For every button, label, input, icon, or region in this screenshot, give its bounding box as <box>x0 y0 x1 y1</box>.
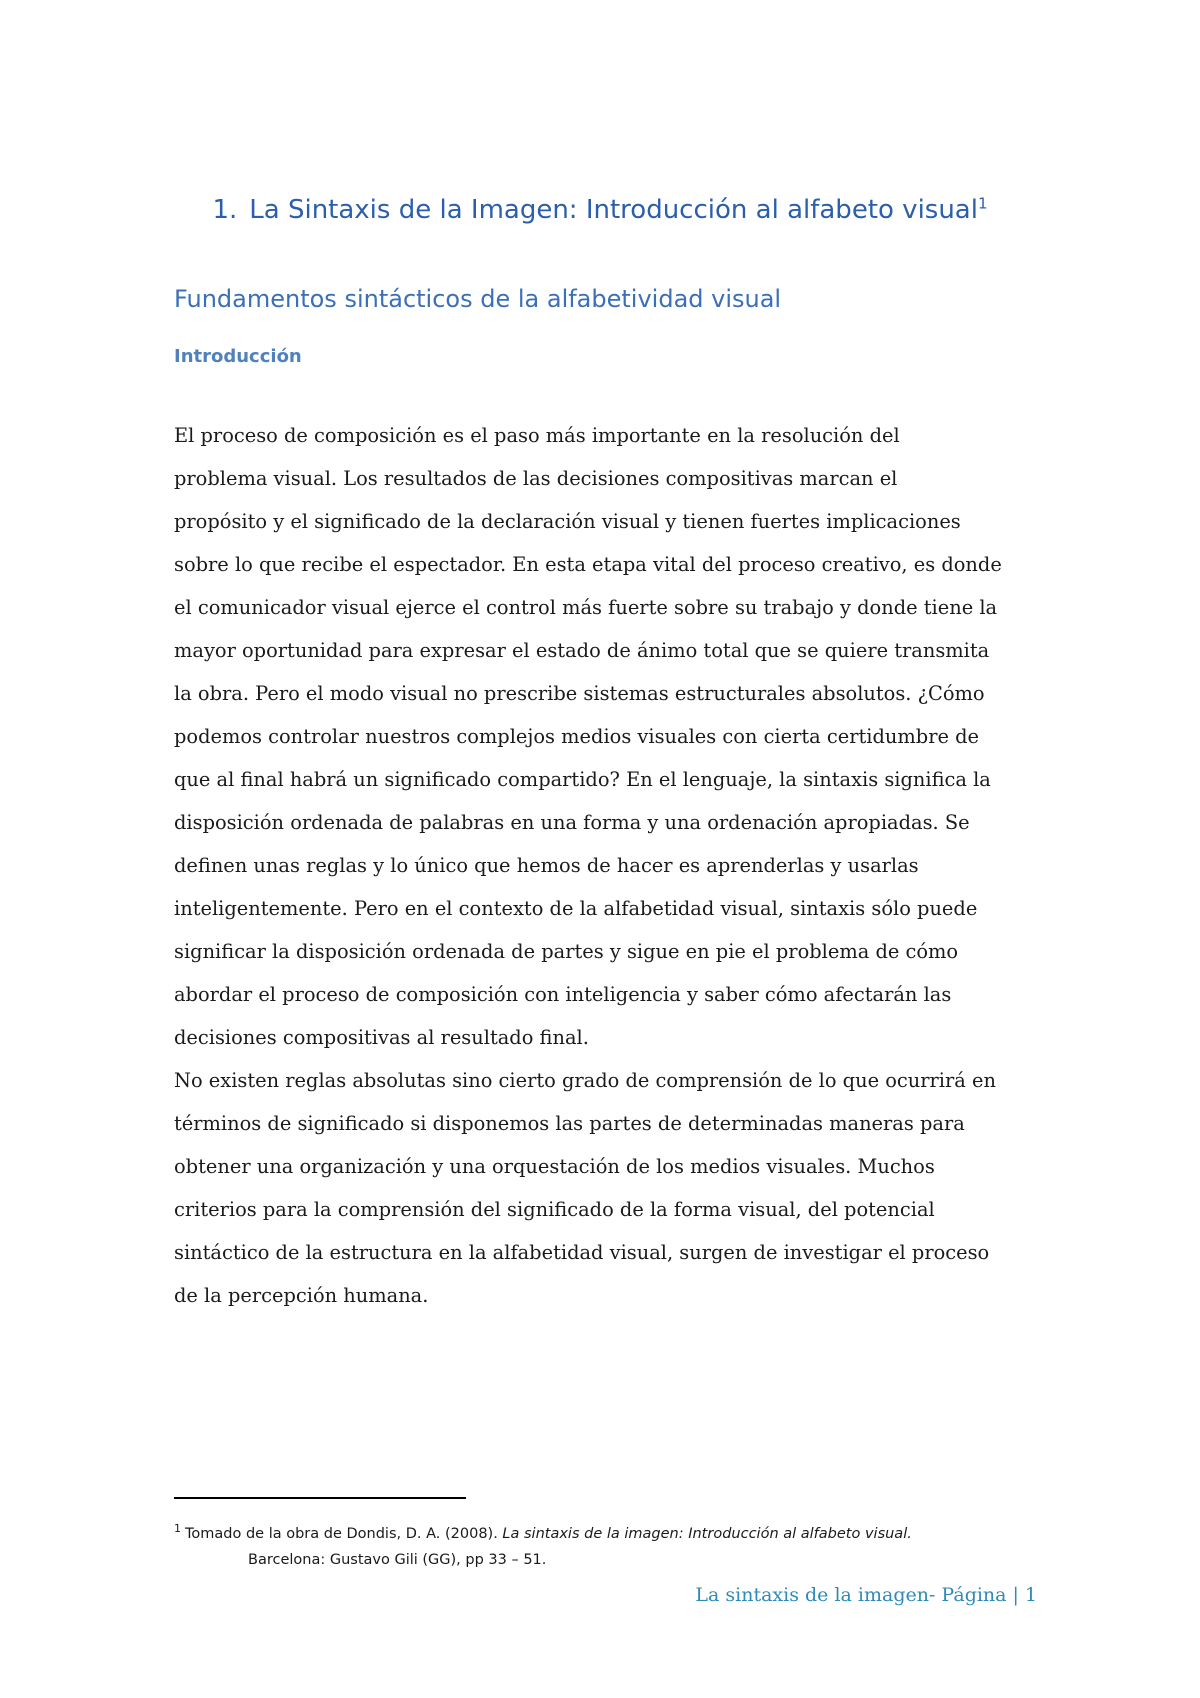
footer-text: La sintaxis de la imagen- Página <box>695 1584 1007 1606</box>
title-text: La Sintaxis de la Imagen: Introducción al alfabeto visual <box>249 195 978 225</box>
body-line: abordar el proceso de composición con inteligencia y saber cómo afectarán las <box>174 983 952 1006</box>
footnote-work-title: La sintaxis de la imagen: Introducción al alfabeto visual. <box>502 1525 912 1542</box>
footnote-marker: 1 <box>174 1522 181 1535</box>
footnote <box>174 1516 1074 1573</box>
body-line: problema visual. Los resultados de las decisiones compositivas marcan el <box>174 467 898 490</box>
body-line: el comunicador visual ejerce el control más fuerte sobre su trabajo y donde tiene la <box>174 596 998 619</box>
section-heading: Fundamentos sintácticos de la alfabetividad visual <box>174 285 782 313</box>
body-line: inteligentemente. Pero en el contexto de la alfabetidad visual, sintaxis sólo puede <box>174 897 978 920</box>
body-line: la obra. Pero el modo visual no prescribe sistemas estructurales absolutos. ¿Cómo <box>174 682 985 705</box>
footnote-line-1 <box>174 1516 1074 1547</box>
body-line: mayor oportunidad para expresar el estado de ánimo total que se quiere transmita <box>174 639 990 662</box>
body-line: criterios para la comprensión del significado de la forma visual, del potencial <box>174 1198 935 1221</box>
subsection-heading: Introducción <box>174 346 302 367</box>
title-footnote-ref[interactable]: 1 <box>977 194 988 213</box>
page-footer <box>695 1584 1037 1606</box>
footer-separator: | <box>1012 1584 1019 1606</box>
body-line: de la percepción humana. <box>174 1284 429 1307</box>
body-line: que al final habrá un significado compartido? En el lenguaje, la sintaxis significa la <box>174 768 991 791</box>
page-number: 1 <box>1024 1584 1037 1606</box>
page-title <box>0 190 1200 230</box>
footnote-author: Tomado de la obra de Dondis, D. A. (2008). <box>185 1525 503 1542</box>
body-line: podemos controlar nuestros complejos medios visuales con cierta certidumbre de <box>174 725 979 748</box>
body-line: propósito y el significado de la declaración visual y tienen fuertes implicaciones <box>174 510 961 533</box>
footnote-publisher: Barcelona: Gustavo Gili (GG), pp 33 – 51. <box>248 1551 547 1568</box>
body-line: obtener una organización y una orquestación de los medios visuales. Muchos <box>174 1155 935 1178</box>
body-line: El proceso de composición es el paso más importante en la resolución del <box>174 424 900 447</box>
body-text <box>174 414 1054 1317</box>
body-line: sintáctico de la estructura en la alfabetidad visual, surgen de investigar el proceso <box>174 1241 990 1264</box>
body-line: significar la disposición ordenada de partes y sigue en pie el problema de cómo <box>174 940 959 963</box>
body-line: sobre lo que recibe el espectador. En esta etapa vital del proceso creativo, es donde <box>174 553 1002 576</box>
body-line: disposición ordenada de palabras en una forma y una ordenación apropiadas. Se <box>174 811 970 834</box>
body-line: definen unas reglas y lo único que hemos de hacer es aprenderlas y usarlas <box>174 854 919 877</box>
title-number: 1. <box>212 195 238 225</box>
body-line: decisiones compositivas al resultado final. <box>174 1026 589 1049</box>
footnote-separator <box>174 1497 466 1499</box>
body-line: términos de significado si disponemos las partes de determinadas maneras para <box>174 1112 965 1135</box>
body-line: No existen reglas absolutas sino cierto grado de comprensión de lo que ocurrirá en <box>174 1069 996 1092</box>
